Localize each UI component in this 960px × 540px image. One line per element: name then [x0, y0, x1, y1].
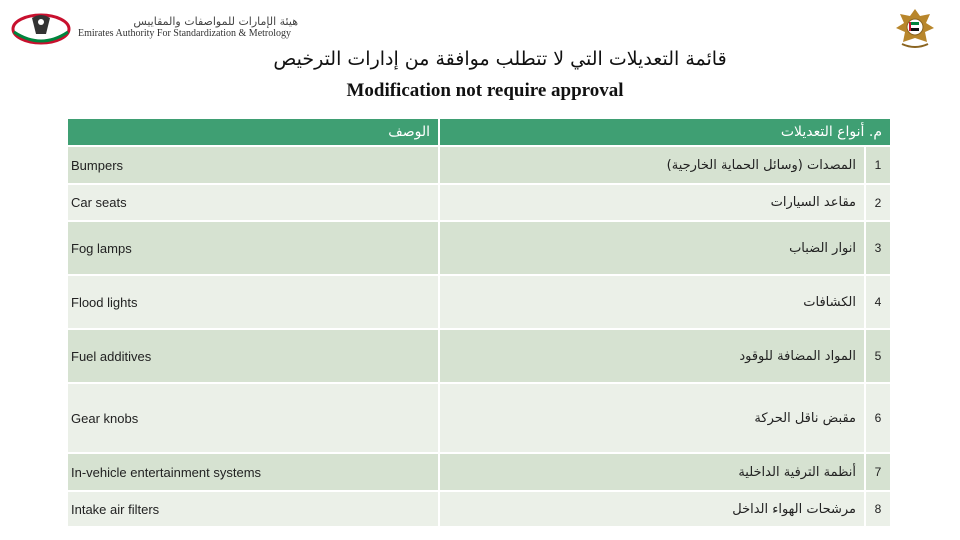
row-number: 4 [865, 275, 891, 329]
row-modification-type: الكشافات [439, 275, 865, 329]
row-modification-type: مقبض ناقل الحركة [439, 383, 865, 453]
row-number: 3 [865, 221, 891, 275]
page-title-arabic: قائمة التعديلات التي لا تتطلب موافقة من إدارات الترخيص [273, 48, 727, 70]
row-modification-type: المواد المضافة للوقود [439, 329, 865, 383]
row-number: 8 [865, 491, 891, 527]
row-number: 1 [865, 146, 891, 184]
table-row [67, 184, 891, 221]
modifications-table [66, 117, 892, 528]
row-number: 7 [865, 453, 891, 491]
header-types: أنواع التعديلات [780, 124, 865, 140]
row-number: 5 [865, 329, 891, 383]
table-row [67, 275, 891, 329]
row-number: 2 [865, 184, 891, 221]
row-modification-type: المصدات (وسائل الحماية الخارجية) [439, 146, 865, 184]
row-description: Car seats [67, 184, 439, 221]
table-row [67, 383, 891, 453]
row-number: 6 [865, 383, 891, 453]
row-description: In-vehicle entertainment systems [67, 453, 439, 491]
org-name-english: Emirates Authority For Standardization & Metrology [78, 28, 292, 39]
uae-emblem-icon [892, 6, 938, 50]
row-description: Intake air filters [67, 491, 439, 527]
row-description: Bumpers [67, 146, 439, 184]
header-description: الوصف [67, 118, 439, 146]
page-title-english: Modification not require approval [346, 80, 624, 101]
org-name-arabic: هيئة الإمارات للمواصفات والمقاييس [133, 15, 298, 28]
row-description: Fuel additives [67, 329, 439, 383]
table-row [67, 221, 891, 275]
row-description: Fog lamps [67, 221, 439, 275]
table-header-row [67, 118, 891, 146]
row-modification-type: أنظمة الترفية الداخلية [439, 453, 865, 491]
organization-name [78, 15, 298, 40]
table-row [67, 491, 891, 527]
row-modification-type: مرشحات الهواء الداخل [439, 491, 865, 527]
row-modification-type: انوار الضباب [439, 221, 865, 275]
table-row [67, 329, 891, 383]
header-modification-types [439, 118, 891, 146]
header-index: م. [868, 124, 883, 140]
row-description: Flood lights [67, 275, 439, 329]
row-description: Gear knobs [67, 383, 439, 453]
table-row [67, 146, 891, 184]
table-row [67, 453, 891, 491]
esma-logo-icon [10, 10, 72, 46]
row-modification-type: مقاعد السيارات [439, 184, 865, 221]
